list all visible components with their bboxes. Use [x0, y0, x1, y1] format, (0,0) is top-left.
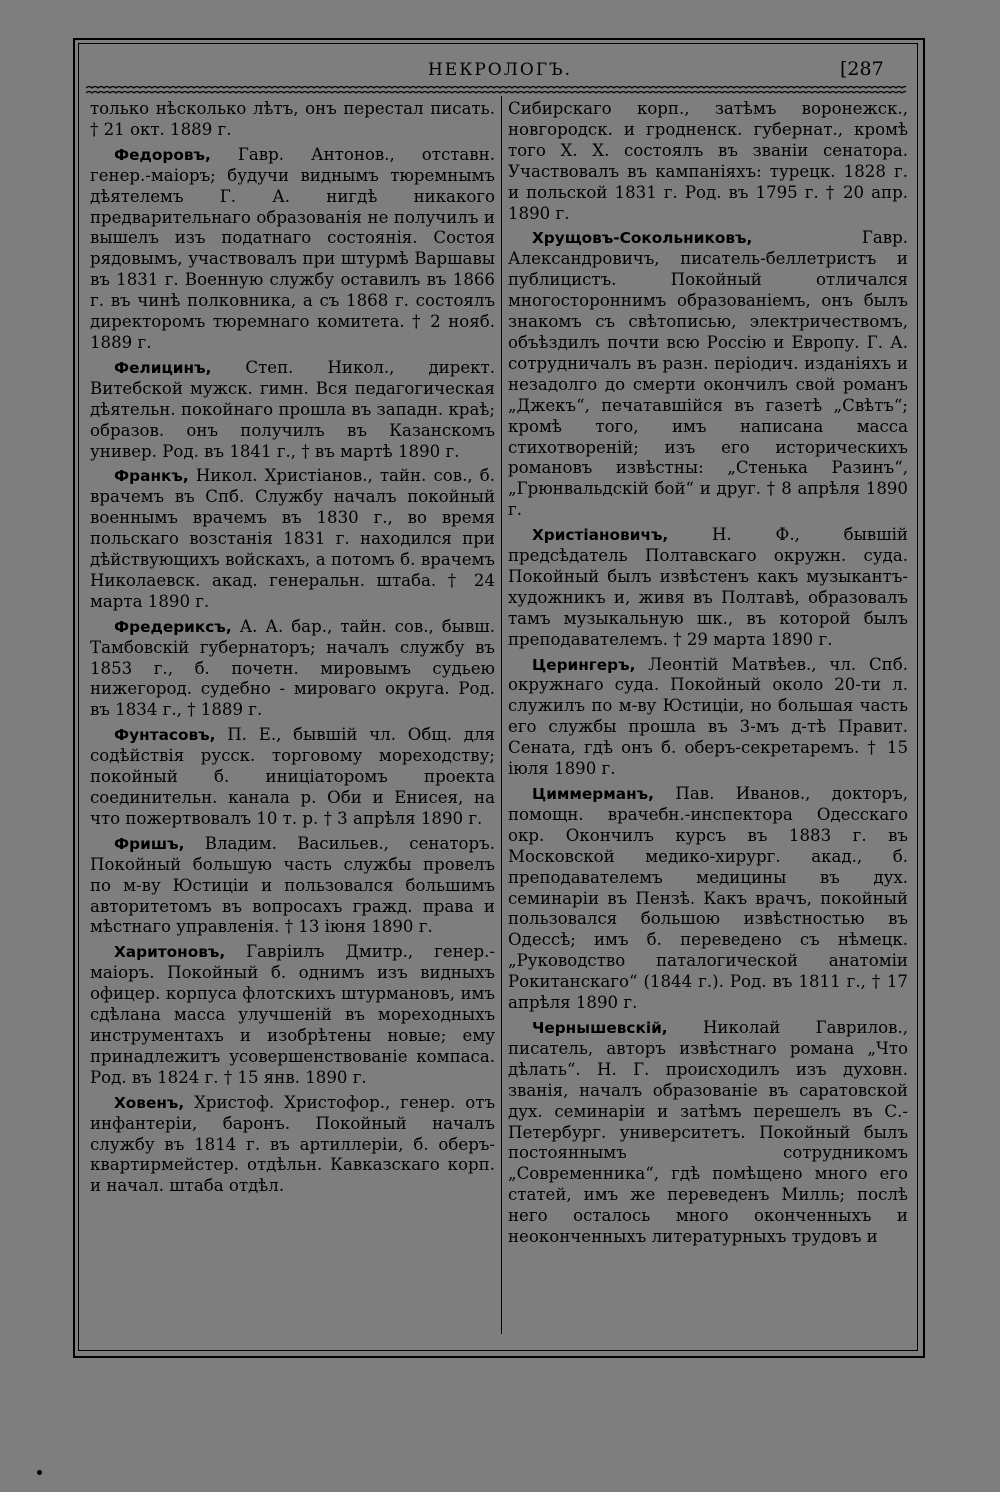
entry	[90, 466, 495, 612]
entry-text: Христоф. Христофор., генер. отъ инфантеріи, баронъ. Покойный началъ службу въ 1814 г. въ артиллеріи, б. оберъ-квартирмейстер. отдѣльн. Кавказскаго корп. и начал. штаба отдѣл.	[90, 1092, 495, 1196]
entry-text: Степ. Никол., директ. Витебской мужск. гимн. Вся педагогическая дѣятельн. покойнаго прошла въ западн. краѣ; образов. онъ получилъ въ Казанскомъ универ. Род. въ 1841 г., † въ мартѣ 1890 г.	[90, 357, 495, 461]
entry	[508, 99, 908, 224]
entry-text: Владим. Васильев., сенаторъ. Покойный большую часть службы провелъ по м-ву Юстиціи и пользовался большимъ авторитетомъ въ вопросахъ гражд. права и мѣстнаго управленія. † 13 іюня 1890 г.	[90, 833, 495, 937]
entry-text: Леонтій Матвѣев., чл. Спб. окружнаго суда. Покойный около 20-ти л. служилъ по м-ву Юстиціи, но большая часть его службы прошла въ 3-мъ д-тѣ Правит. Сената, гдѣ онъ б. оберъ-секретаремъ. † 15 іюля 1890 г.	[508, 654, 908, 779]
entry	[90, 834, 495, 939]
entry-name: Чернышевскій,	[532, 1018, 668, 1037]
entry-text: Гавр. Антонов., отставн. генер.-маіоръ; будучи виднымъ тюремнымъ дѣятелемъ Г. А. нигдѣ никакого предварительнаго образованія не получилъ и вышелъ изъ податнаго состоянія. Состоя рядовымъ, участвовалъ при штурмѣ Варшавы въ 1831 г. Военную службу оставилъ въ 1866 г. въ чинѣ полковника, а съ 1868 г. состоялъ директоромъ тюремнаго комитета. † 2 нояб. 1889 г.	[90, 144, 495, 352]
entry-name: Христіановичъ,	[532, 526, 669, 545]
entry-name: Хрущовъ-Сокольниковъ,	[532, 229, 753, 248]
entry	[90, 145, 495, 354]
entry-text: А. А. бар., тайн. сов., бывш. Тамбовскій губернаторъ; началъ службу въ 1853 г., б. почетн. мировымъ судьею нижегород. судебно - мироваго округа. Род. въ 1834 г., † 1889 г.	[90, 616, 495, 720]
entry-text: Гавр. Александровичъ, писатель-беллетристъ и публицистъ. Покойный отличался многостороннимъ образованіемъ, онъ былъ знакомъ съ свѣтописью, электричествомъ, объѣздилъ почти всю Россію и Европу. Г. А. сотрудничалъ въ разн. періодич. изданіяхъ и незадолго до смерти окончилъ свой романъ „Джекъ“, печатавшійся въ газетѣ „Свѣтъ“; кромѣ того, имъ написана масса стихотвореній; изъ его историческихъ романовъ извѣстны: „Стенька Разинъ“, „Грюнвальдскій бой“ и друг. † 8 апрѣля 1890 г.	[508, 228, 908, 520]
entry-name: Фришъ,	[114, 834, 185, 853]
right-column	[508, 99, 908, 1339]
entry	[508, 655, 908, 780]
entry-text: Н. Ф., бывшій предсѣдатель Полтавскаго окружн. суда. Покойный былъ извѣстенъ какъ музыкантъ-художникъ и, живя въ Полтавѣ, образовалъ тамъ музыкальную шк., въ которой былъ преподавателемъ. † 29 марта 1890 г.	[508, 525, 908, 649]
entry	[508, 1018, 908, 1248]
entry-name: Фунтасовъ,	[114, 726, 216, 745]
entry	[90, 1093, 495, 1198]
entry	[90, 617, 495, 722]
margin-dot	[37, 1470, 42, 1475]
entry-name: Франкъ,	[114, 467, 189, 486]
entry-text: Николай Гаврилов., писатель, авторъ извѣстнаго романа „Что дѣлать“. Н. Г. происходилъ изъ духовн. званія, началъ образованіе въ саратовской дух. семинаріи и затѣмъ перешелъ въ С.-Петербург. университетъ. Покойный былъ постояннымъ сотрудникомъ „Современника“, гдѣ помѣщено много его статей, имъ же переведенъ Милль; послѣ него осталось много оконченныхъ и неоконченныхъ литературныхъ трудовъ и	[508, 1017, 908, 1247]
entry	[90, 725, 495, 830]
entry-text: Пав. Иванов., докторъ, помощн. врачебн.-инспектора Одесскаго окр. Окончилъ курсъ въ 1883 г. въ Московской медико-хирург. акад., б. преподавателемъ медицины въ дух. семинаріи въ Пензѣ. Какъ врачъ, покойный пользовался большою извѣстностью въ Одессѣ; имъ б. переведено съ нѣмецк. „Руководство паталогической анатоміи Рокитанскаго“ (1844 г.). Род. въ 1811 г., † 17 апрѣля 1890 г.	[508, 784, 908, 1013]
entry-text: Гавріилъ Дмитр., генер.-маіоръ. Покойный б. однимъ изъ видныхъ офицер. корпуса флотскихъ штурмановъ, имъ сдѣлана масса улучшеній въ мореходныхъ инструментахъ и изобрѣтены новые; ему принадлежитъ усовершенствованіе компаса. Род. въ 1824 г. † 15 янв. 1890 г.	[90, 942, 495, 1087]
page-title: НЕКРОЛОГЪ.	[427, 60, 573, 80]
entry-name: Церингеръ,	[532, 655, 636, 674]
entry-text: Никол. Христіанов., тайн. сов., б. врачемъ въ Спб. Службу началъ покойный военнымъ врачемъ въ 1830 г., во время польскаго возстанія 1831 г. находился при дѣйствующихъ войскахъ, а потомъ б. врачемъ Николаевск. акад. генеральн. штаба. † 24 марта 1890 г.	[90, 466, 495, 611]
page-number: [287	[840, 58, 884, 80]
entry-text: только нѣсколько лѣтъ, онъ перестал писать. † 21 окт. 1889 г.	[90, 99, 495, 139]
entry-text: П. Е., бывшій чл. Общ. для содѣйствія русск. торговому мореходству; покойный б. иниціаторомъ проекта соединительн. канала р. Оби и Енисея, на что пожертвовалъ 10 т. р. † 3 апрѣля 1890 г.	[90, 725, 495, 828]
entry	[508, 525, 908, 650]
entry-name: Федоровъ,	[114, 145, 211, 164]
entry-text: Сибирскаго корп., затѣмъ воронежск., новгородск. и гродненск. губернат., кромѣ того Х. Х. состоялъ въ званіи сенатора. Участвовалъ въ кампаніяхъ: турецк. 1828 г. и польской 1831 г. Род. въ 1795 г. † 20 апр. 1890 г.	[508, 99, 908, 223]
entry	[508, 784, 908, 1014]
entry-name: Циммерманъ,	[532, 785, 654, 803]
entry-name: Фелицинъ,	[114, 358, 212, 377]
entry	[90, 358, 495, 463]
column-separator	[501, 96, 502, 1334]
entry-name: Харитоновъ,	[114, 943, 226, 962]
entry	[90, 99, 495, 141]
entry-name: Ховенъ,	[114, 1093, 185, 1112]
entry	[90, 942, 495, 1088]
entry-name: Фредериксъ,	[114, 617, 232, 636]
wavy-rule	[86, 83, 906, 97]
entry	[508, 228, 908, 521]
left-column	[90, 99, 495, 1339]
